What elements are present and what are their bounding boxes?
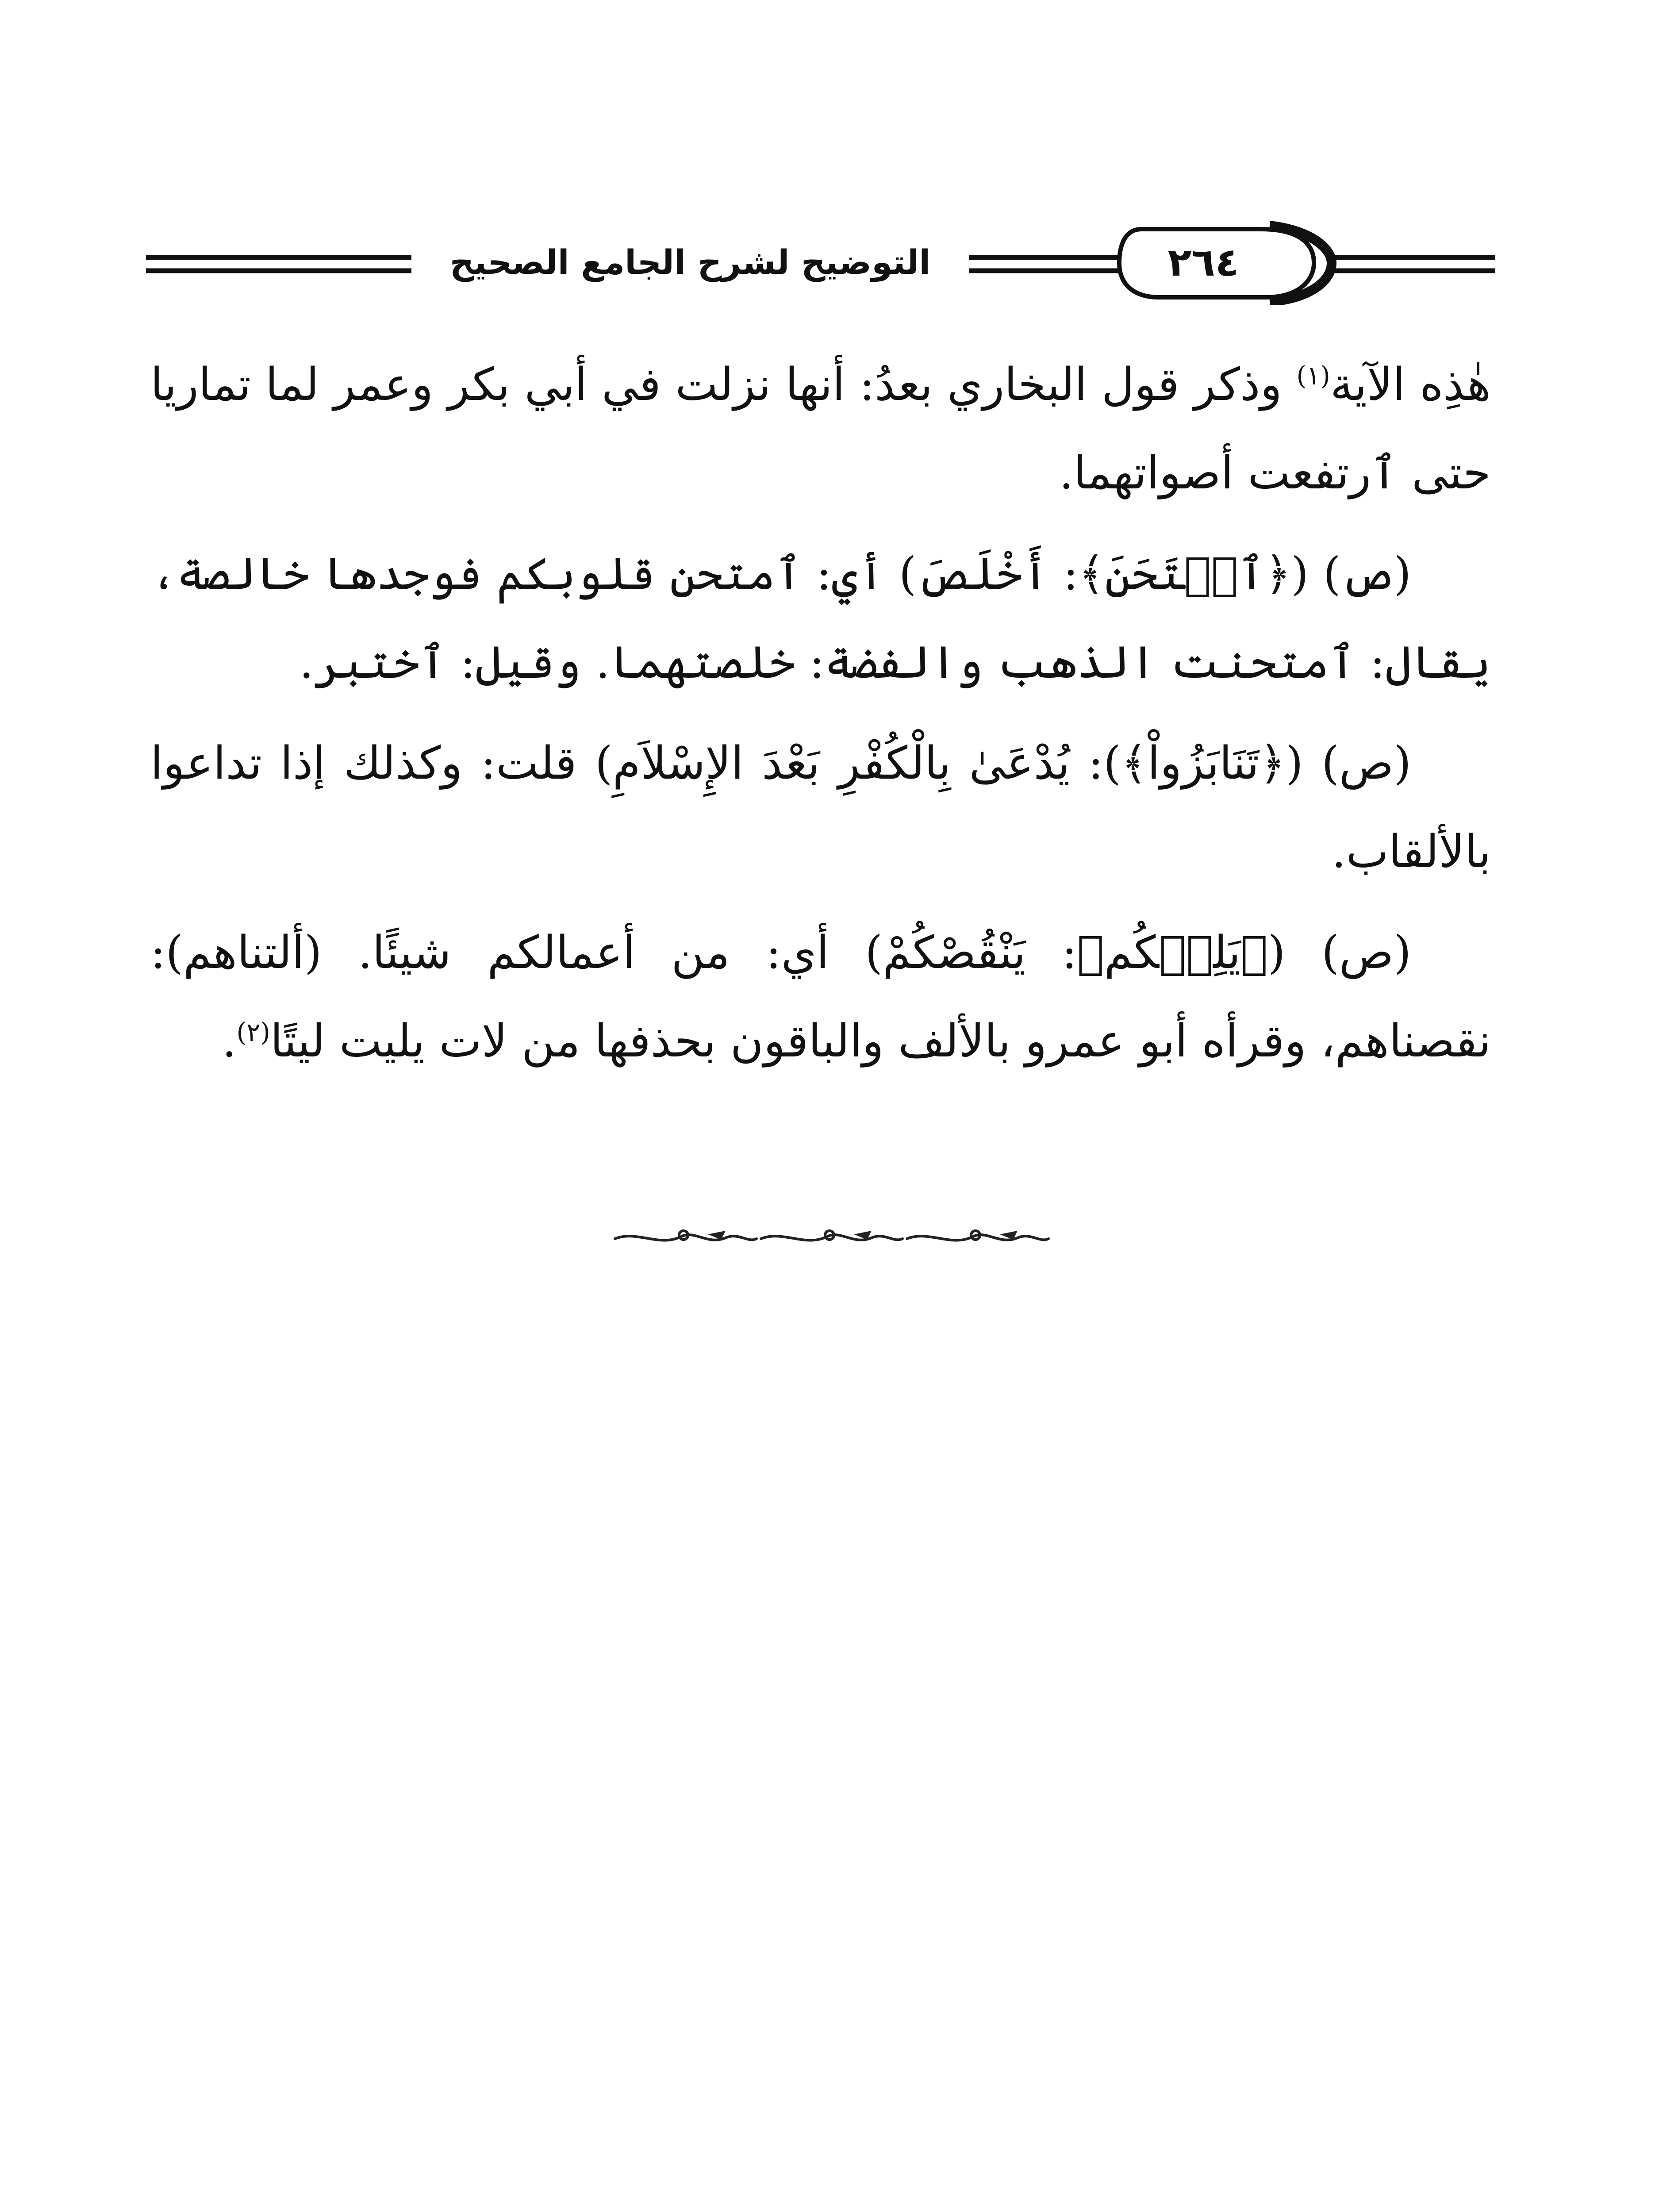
paragraph: (ص) (﴿ٱمۡتَحَنَ﴾: أَخْلَصَ) أي: ٱمتحن قلوبكم فوجدها خالصة، يقال: ٱمتحنت الذهب والفضة: خلصتهما. وقيل: ٱختبر. [150,548,1491,689]
running-title: التوضيح لشرح الجامع الصحيح [411,238,969,287]
ornament-divider-icon [611,1221,1053,1252]
page-number: ٢٦٤ [1167,239,1239,285]
footnote-reference[interactable]: (١) [1296,361,1330,391]
page-header [146,221,1495,305]
main-text [150,341,1491,1098]
footnote-reference[interactable]: (٢) [236,1017,270,1047]
paragraph: هٰذِه الآية$^{(١)}$ وذكر قول البخاري بعدُ: أنها نزلت في أبي بكر وعمر لما تماريا حتى ٱرتفعت أصواتهما. [150,358,1491,499]
paragraph: (ص) (﴿يَلِتۡكُم﴾: يَنْقُصْكُمْ) أي: من أعمالكم شيئًا. (ألتناهم): نقصناهم، وقرأه أبو عمرو بالألف والباقون بحذفها من لات يليت ليتًا$^{(٢)}$. [150,926,1491,1068]
paragraph: (ص) (﴿تَنَابَزُواْ﴾): يُدْعَىٰ بِالْكُفْرِ بَعْدَ الإِسْلاَمِ) قلت: وكذلك إذا تداعوا بالألقاب. [150,737,1491,878]
